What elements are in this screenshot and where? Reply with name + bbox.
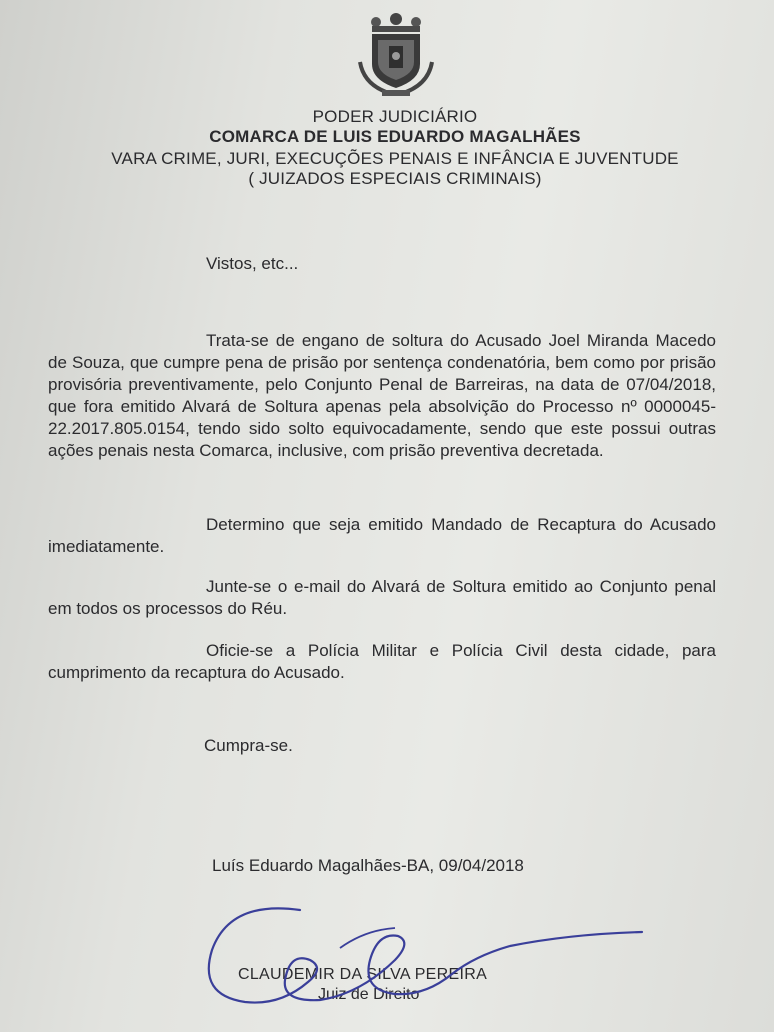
- paragraph-3: [48, 576, 716, 620]
- opening-text: Vistos, etc...: [206, 254, 299, 273]
- signer-role: Juiz de Direito: [318, 986, 420, 1003]
- header-line-poder-judiciario: PODER JUDICIÁRIO: [312, 107, 478, 126]
- handwritten-signature: [190, 890, 660, 1020]
- header-line-comarca: COMARCA DE LUIS EDUARDO MAGALHÃES: [209, 127, 581, 146]
- signer-name: CLAUDEMIR DA SILVA PEREIRA: [238, 966, 488, 983]
- paragraph-2-text: Determino que seja emitido Mandado de Recaptura do Acusado imediatamente.: [48, 515, 716, 556]
- place-date: Luís Eduardo Magalhães-BA, 09/04/2018: [212, 856, 524, 875]
- paragraph-2: [48, 514, 716, 558]
- paragraph-3-text: Junte-se o e-mail do Alvará de Soltura emitido ao Conjunto penal em todos os processos do Réu.: [48, 577, 716, 618]
- header-line-vara: VARA CRIME, JURI, EXECUÇÕES PENAIS E INFÂNCIA E JUVENTUDE: [111, 149, 679, 168]
- coat-of-arms-icon: [356, 12, 436, 98]
- paragraph-1-text: Trata-se de engano de soltura do Acusado Joel Miranda Macedo de Souza, que cumpre pena de prisão por sentença condenatória, bem como por prisão provisória preventivamente, pelo Conjunto Penal de Barreiras, na data de 07/04/2018, que fora emitido Alvará de Soltura apenas pela absolvição do Processo nº 0000045-22.2017.805.0154, tendo sido solto equivocadamente, sendo que este possui outras ações penais nesta Comarca, inclusive, com prisão preventiva decretada.: [48, 331, 716, 460]
- paragraph-1: [48, 330, 716, 462]
- paragraph-4: [48, 640, 716, 684]
- paragraph-4-text: Oficie-se a Polícia Militar e Polícia Civil desta cidade, para cumprimento da recaptura do Acusado.: [48, 641, 716, 682]
- closing-text: Cumpra-se.: [204, 736, 293, 755]
- header-line-juizados: ( JUIZADOS ESPECIAIS CRIMINAIS): [248, 169, 542, 188]
